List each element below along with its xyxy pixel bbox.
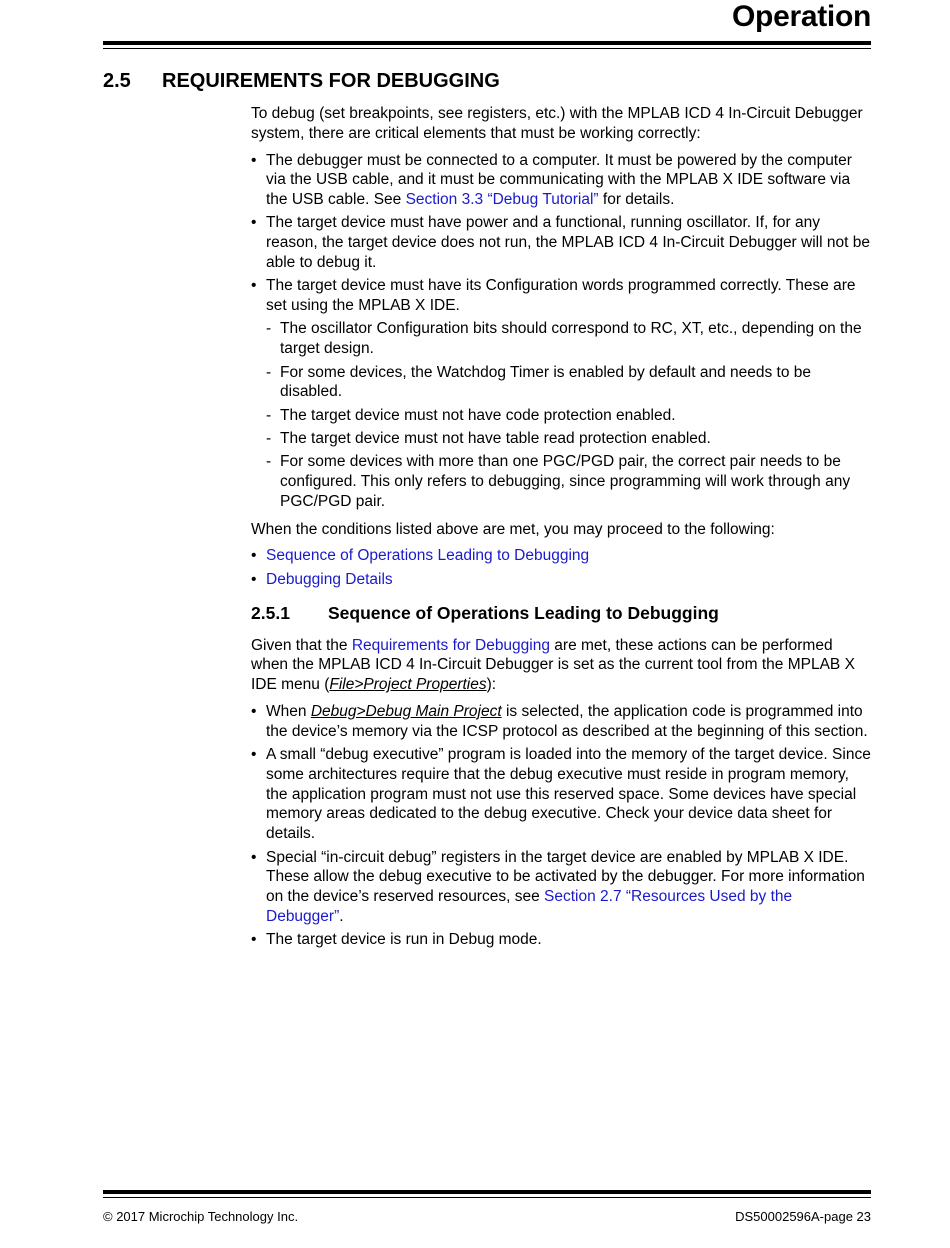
dash-icon: - (266, 320, 272, 338)
sub-list-item: - The target device must not have table read protection enabled. (266, 429, 711, 447)
section-number: 2.5 (103, 70, 131, 92)
dash-icon: - (266, 429, 272, 447)
chapter-title: Operation (732, 0, 871, 33)
bullet-icon: • (251, 214, 257, 232)
list-item: • The target device must have its Configuration words programmed correctly. These are set using the MPLAB X IDE. (251, 277, 856, 315)
link-resources-used[interactable]: Section 2.7 “Resources Used by the Debugger” (266, 888, 793, 925)
link-requirements-for-debugging[interactable]: Requirements for Debugging (351, 636, 550, 654)
header-rule-thick (103, 41, 871, 45)
footer-copyright: © 2017 Microchip Technology Inc. (103, 1209, 299, 1224)
link-sequence-of-operations[interactable]: Sequence of Operations Leading to Debugging (266, 547, 590, 565)
dash-icon: - (266, 363, 272, 381)
bullet-icon: • (251, 702, 257, 720)
footer-rule-thick (103, 1190, 871, 1194)
list-item: • The debugger must be connected to a computer. It must be powered by the computer via the USB cable, and it must be communicating with the MPLAB X IDE software via the USB cable. See Section 3.3 “Debug Tutorial” for details. (251, 151, 852, 209)
sub-list-item: - For some devices with more than one PGC/PGD pair, the correct pair needs to be configured. This only refers to debugging, since programming will work through any PGC/PGD pair. (266, 453, 851, 510)
bullet-icon: • (251, 931, 257, 949)
footer-page-id: DS50002596A-page 23 (735, 1209, 871, 1224)
subsection-heading (251, 604, 873, 626)
subsection-number: 2.5.1 (251, 602, 290, 623)
bullet-icon: • (251, 277, 257, 295)
list-item: • When Debug>Debug Main Project is selected, the application code is programmed into the device’s memory via the ICSP protocol as described at the beginning of this section. (251, 702, 868, 740)
bullet-icon: • (251, 547, 257, 565)
bullet-icon: • (251, 746, 257, 764)
dash-icon: - (266, 453, 272, 471)
list-item (251, 546, 873, 566)
link-debug-tutorial[interactable]: Section 3.3 “Debug Tutorial” (405, 191, 599, 209)
link-debugging-details[interactable]: Debugging Details (266, 570, 393, 588)
section-title: REQUIREMENTS FOR DEBUGGING (162, 70, 500, 92)
menu-path-project-properties: File>Project Properties (329, 676, 487, 694)
list-item: • The target device must have power and a functional, running oscillator. If, for any reason, the target device does not run, the MPLAB ICD 4 In-Circuit Debugger will not be able to debug it. (251, 214, 870, 272)
header-rule-thin (103, 48, 871, 49)
list-item: • Special “in-circuit debug” registers in the target device are enabled by MPLAB X IDE. These allow the debug executive to be activated by the debugger. For more information on the device’s reserved resources, see Section 2.7 “Resources Used by the Debugger”. (251, 848, 865, 925)
sub-list-item: - The target device must not have code protection enabled. (266, 406, 676, 424)
list-item (251, 570, 873, 590)
proceed-text: When the conditions listed above are met, you may proceed to the following: (251, 520, 775, 538)
footer-rule-thin (103, 1197, 871, 1198)
bullet-icon: • (251, 151, 257, 169)
sub-list-item: - The oscillator Configuration bits should correspond to RC, XT, etc., depending on the target design. (266, 320, 862, 358)
section-intro: To debug (set breakpoints, see registers, etc.) with the MPLAB ICD 4 In-Circuit Debugger system, there are critical elements that must be working correctly: (251, 105, 863, 142)
list-item: • A small “debug executive” program is loaded into the memory of the target device. Since some architectures require that the debug executive must reside in program memory, the application program must not use this reserved space. Some devices have special memory areas dedicated to the debug executive. Check your device data sheet for details. (251, 746, 871, 843)
bullet-icon: • (251, 848, 257, 866)
dash-icon: - (266, 406, 272, 424)
list-item: • The target device is run in Debug mode. (251, 931, 542, 949)
subsection-title: Sequence of Operations Leading to Debugging (328, 602, 719, 623)
subsection-intro: Given that the Requirements for Debugging are met, these actions can be performed when the MPLAB ICD 4 In-Circuit Debugger is set as the current tool from the MPLAB X IDE menu (File>Project Properties): (251, 636, 855, 694)
menu-path-debug-main-project: Debug>Debug Main Project (310, 702, 502, 720)
sub-list-item: - For some devices, the Watchdog Timer is enabled by default and needs to be disabled. (266, 363, 812, 401)
main-content (251, 104, 873, 953)
bullet-icon: • (251, 570, 257, 588)
